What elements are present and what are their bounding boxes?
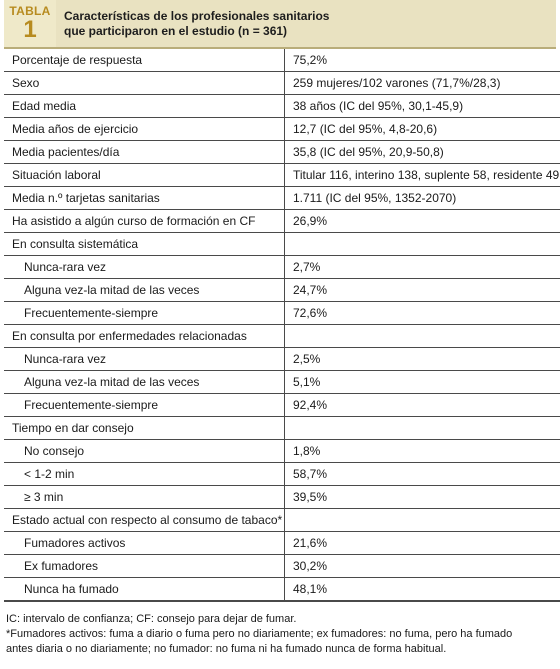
table-row <box>4 95 560 118</box>
row-label: Sexo <box>4 72 285 95</box>
row-value <box>285 509 560 532</box>
row-label: Situación laboral <box>4 164 285 187</box>
table-row <box>4 72 560 95</box>
table-row <box>4 486 560 509</box>
row-value: 58,7% <box>285 463 560 486</box>
row-value: 259 mujeres/102 varones (71,7%/28,3) <box>285 72 560 95</box>
row-value: 72,6% <box>285 302 560 325</box>
section-row <box>4 325 560 348</box>
row-label: En consulta sistemática <box>4 233 285 256</box>
table-row <box>4 49 560 72</box>
row-value: 48,1% <box>285 578 560 602</box>
table-row <box>4 118 560 141</box>
table-row <box>4 578 560 602</box>
table-row <box>4 302 560 325</box>
row-label: Nunca-rara vez <box>4 256 285 279</box>
row-label: En consulta por enfermedades relacionadas <box>4 325 285 348</box>
table-row <box>4 463 560 486</box>
row-value: 1.711 (IC del 95%, 1352-2070) <box>285 187 560 210</box>
row-value: 35,8 (IC del 95%, 20,9-50,8) <box>285 141 560 164</box>
table-row <box>4 187 560 210</box>
table-row <box>4 440 560 463</box>
row-label: Media n.º tarjetas sanitarias <box>4 187 285 210</box>
table-row <box>4 348 560 371</box>
section-row <box>4 233 560 256</box>
table-figure <box>4 0 560 656</box>
table-row <box>4 210 560 233</box>
table-row <box>4 279 560 302</box>
table-number-badge <box>4 0 56 47</box>
section-row <box>4 417 560 440</box>
tabla-label: TABLA <box>9 4 51 18</box>
footnote-definitions-1: *Fumadores activos: fuma a diario o fuma pero no diariamente; ex fumadores: no fuma, pero ha fumado <box>6 628 513 640</box>
row-value: 92,4% <box>285 394 560 417</box>
footnote-abbreviations: IC: intervalo de confianza; CF: consejo para dejar de fumar. <box>6 613 297 625</box>
row-label: Alguna vez-la mitad de las veces <box>4 279 285 302</box>
table-header <box>4 0 556 49</box>
table-title-line1: Características de los profesionales sanitarios <box>64 8 330 23</box>
table-row <box>4 256 560 279</box>
row-value <box>285 233 560 256</box>
table-row <box>4 555 560 578</box>
table-title-line2: que participaron en el estudio (n = 361) <box>64 23 288 38</box>
row-label: Edad media <box>4 95 285 118</box>
table-row <box>4 394 560 417</box>
row-value: Titular 116, interino 138, suplente 58, residente 49 <box>285 164 560 187</box>
row-label: ≥ 3 min <box>4 486 285 509</box>
tabla-number: 1 <box>23 16 37 43</box>
row-label: Estado actual con respecto al consumo de tabaco* <box>4 509 285 532</box>
characteristics-table <box>4 49 560 602</box>
row-label: Porcentaje de respuesta <box>4 49 285 72</box>
row-value: 2,5% <box>285 348 560 371</box>
row-label: < 1-2 min <box>4 463 285 486</box>
footnote-definitions-2: antes diaria o no diariamente; no fumador: no fuma ni ha fumado nunca de forma habitual. <box>6 643 447 655</box>
row-label: Fumadores activos <box>4 532 285 555</box>
row-value: 24,7% <box>285 279 560 302</box>
section-row <box>4 509 560 532</box>
table-row <box>4 371 560 394</box>
row-value: 38 años (IC del 95%, 30,1-45,9) <box>285 95 560 118</box>
row-label: Media años de ejercicio <box>4 118 285 141</box>
row-value <box>285 417 560 440</box>
row-value: 26,9% <box>285 210 560 233</box>
row-label: Ex fumadores <box>4 555 285 578</box>
table-row <box>4 164 560 187</box>
table-footnotes <box>4 612 554 656</box>
row-label: Alguna vez-la mitad de las veces <box>4 371 285 394</box>
row-label: Ha asistido a algún curso de formación en CF <box>4 210 285 233</box>
row-value: 75,2% <box>285 49 560 72</box>
row-label: Nunca ha fumado <box>4 578 285 602</box>
row-value: 39,5% <box>285 486 560 509</box>
row-label: Frecuentemente-siempre <box>4 394 285 417</box>
row-label: Frecuentemente-siempre <box>4 302 285 325</box>
row-value <box>285 325 560 348</box>
row-value: 30,2% <box>285 555 560 578</box>
row-value: 12,7 (IC del 95%, 4,8-20,6) <box>285 118 560 141</box>
table-row <box>4 532 560 555</box>
row-label: No consejo <box>4 440 285 463</box>
table-title <box>56 0 556 47</box>
row-label: Tiempo en dar consejo <box>4 417 285 440</box>
row-value: 1,8% <box>285 440 560 463</box>
row-label: Media pacientes/día <box>4 141 285 164</box>
row-value: 21,6% <box>285 532 560 555</box>
row-label: Nunca-rara vez <box>4 348 285 371</box>
table-row <box>4 141 560 164</box>
row-value: 2,7% <box>285 256 560 279</box>
row-value: 5,1% <box>285 371 560 394</box>
